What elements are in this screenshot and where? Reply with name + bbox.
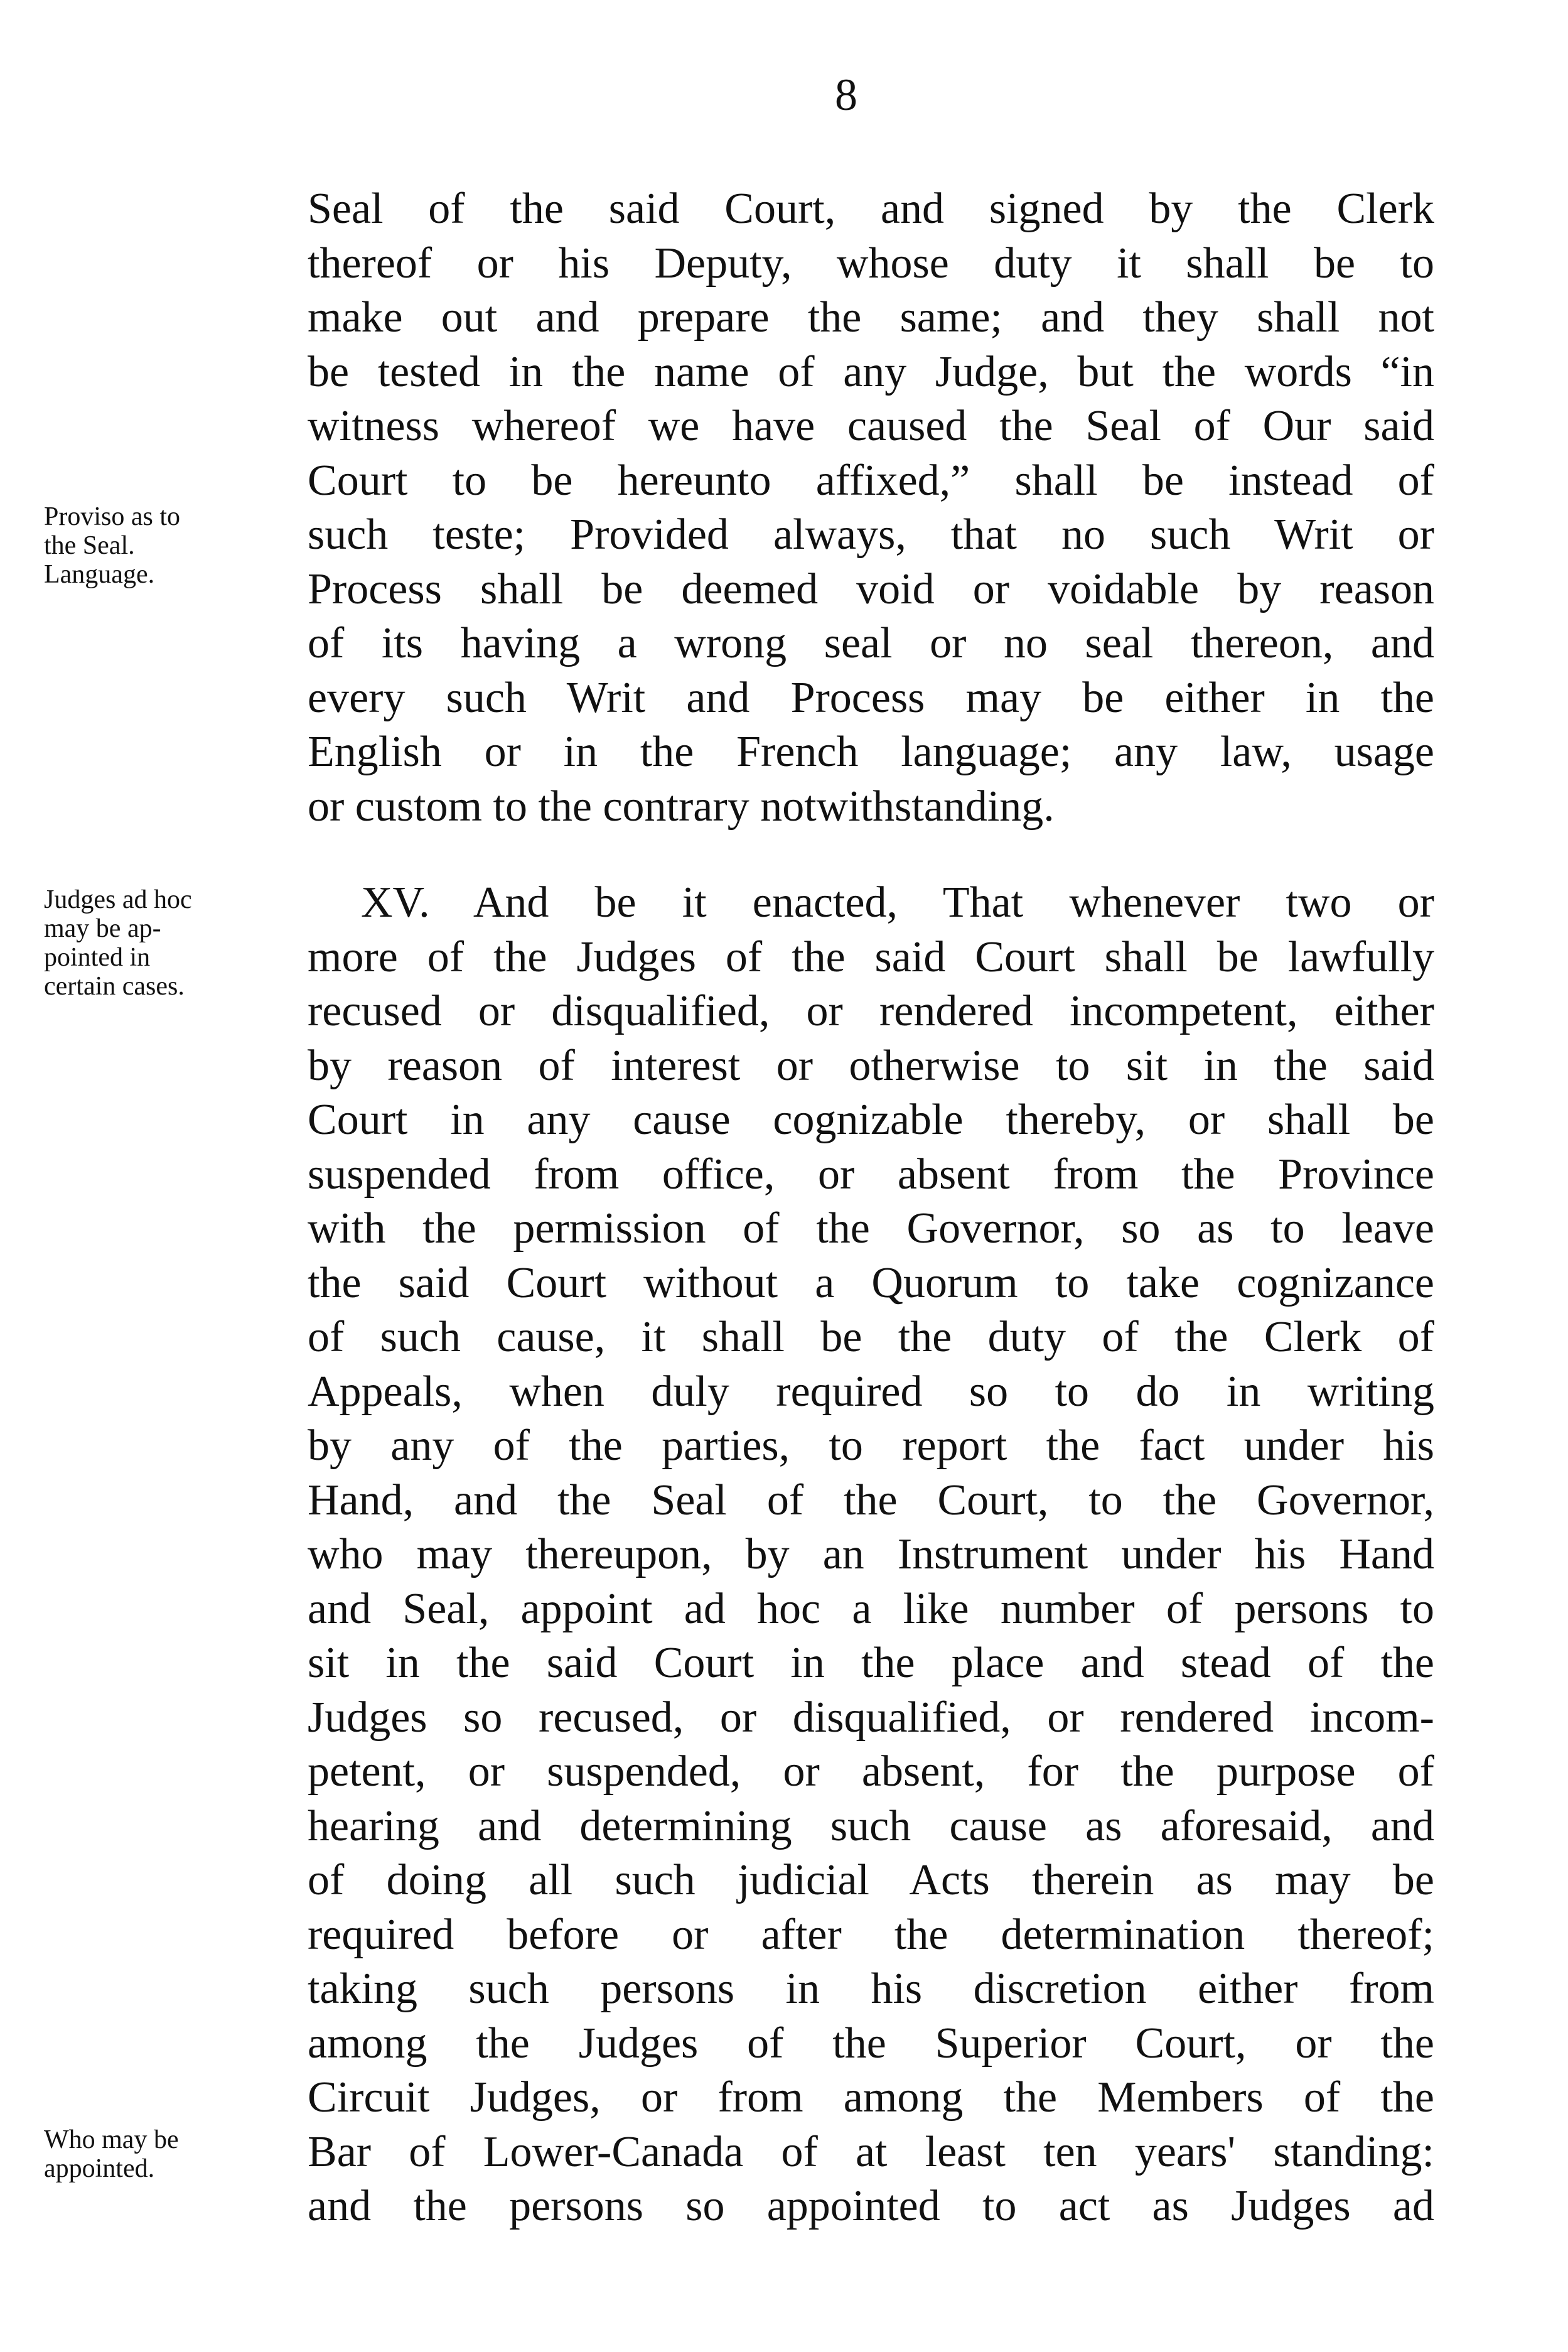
margin-note-line: Language.	[44, 560, 155, 589]
text-line: taking such persons in his discretion either from	[308, 1965, 1434, 2013]
margin-note-proviso-seal-language	[44, 502, 295, 589]
text-line: witness whereof we have caused the Seal of Our said	[308, 402, 1434, 450]
text-line: suspended from office, or absent from the Province	[308, 1150, 1434, 1199]
margin-note-who-may-be-appointed	[44, 2125, 295, 2183]
text-line: hearing and determining such cause as aforesaid, and	[308, 1801, 1434, 1850]
section-xv	[308, 876, 1434, 2234]
page-number: 8	[835, 70, 857, 120]
text-line: and Seal, appoint ad hoc a like number of persons to	[308, 1584, 1434, 1633]
margin-note-line: may be ap-	[44, 914, 161, 943]
text-line: Court to be hereunto affixed,” shall be instead of	[308, 456, 1434, 505]
text-line: thereof or his Deputy, whose duty it shall be to	[308, 239, 1434, 288]
text-line: among the Judges of the Superior Court, or the	[308, 2019, 1434, 2068]
text-line: of its having a wrong seal or no seal thereon, and	[308, 619, 1434, 667]
text-line: required before or after the determination thereof;	[308, 1910, 1434, 1959]
text-line: Court in any cause cognizable thereby, or shall be	[308, 1096, 1434, 1144]
text-line: every such Writ and Process may be either in the	[308, 673, 1434, 722]
text-line: sit in the said Court in the place and stead of the	[308, 1639, 1434, 1687]
text-line: of such cause, it shall be the duty of the Clerk of	[308, 1313, 1434, 1361]
text-line: recused or disqualified, or rendered incompetent, either	[308, 987, 1434, 1035]
text-line: and the persons so appointed to act as Judges ad	[308, 2182, 1434, 2230]
text-line: by reason of interest or otherwise to sit in the said	[308, 1041, 1434, 1090]
margin-note-line: the Seal.	[44, 531, 135, 560]
text-line: more of the Judges of the said Court shall be lawfully	[308, 932, 1434, 981]
margin-note-line: certain cases.	[44, 972, 185, 1001]
text-line: make out and prepare the same; and they shall not	[308, 293, 1434, 342]
margin-note-line: pointed in	[44, 943, 151, 972]
text-line: Appeals, when duly required so to do in writing	[308, 1367, 1434, 1416]
margin-note-line: appointed.	[44, 2154, 155, 2183]
text-line: Judges so recused, or disqualified, or rendered incom-	[308, 1693, 1434, 1742]
text-line: petent, or suspended, or absent, for the purpose of	[308, 1747, 1434, 1796]
text-line: English or in the French language; any law, usage	[308, 728, 1434, 776]
text-line: or custom to the contrary notwithstanding.	[308, 782, 1055, 831]
text-line: the said Court without a Quorum to take cognizance	[308, 1258, 1434, 1307]
text-line: Hand, and the Seal of the Court, to the Governor,	[308, 1475, 1434, 1524]
margin-note-line: Proviso as to	[44, 502, 181, 531]
margin-note-judges-ad-hoc	[44, 885, 295, 1001]
text-line: Circuit Judges, or from among the Members of the	[308, 2073, 1434, 2122]
margin-note-line: Who may be	[44, 2125, 179, 2154]
text-line: by any of the parties, to report the fact under his	[308, 1421, 1434, 1470]
text-line: Seal of the said Court, and signed by the Clerk	[308, 185, 1434, 233]
text-line: Bar of Lower-Canada of at least ten years' standing:	[308, 2127, 1434, 2176]
text-line: Process shall be deemed void or voidable by reason	[308, 564, 1434, 613]
text-line: who may thereupon, by an Instrument under his Hand	[308, 1530, 1434, 1578]
text-line: XV. And be it enacted, That whenever two or	[361, 878, 1434, 927]
paragraph-continuation	[308, 182, 1434, 834]
text-line: be tested in the name of any Judge, but the words “in	[308, 347, 1434, 396]
margin-note-line: Judges ad hoc	[44, 885, 192, 914]
text-line: with the permission of the Governor, so as to leave	[308, 1204, 1434, 1253]
text-line: of doing all such judicial Acts therein as may be	[308, 1856, 1434, 1904]
text-line: such teste; Provided always, that no such Writ or	[308, 510, 1434, 559]
